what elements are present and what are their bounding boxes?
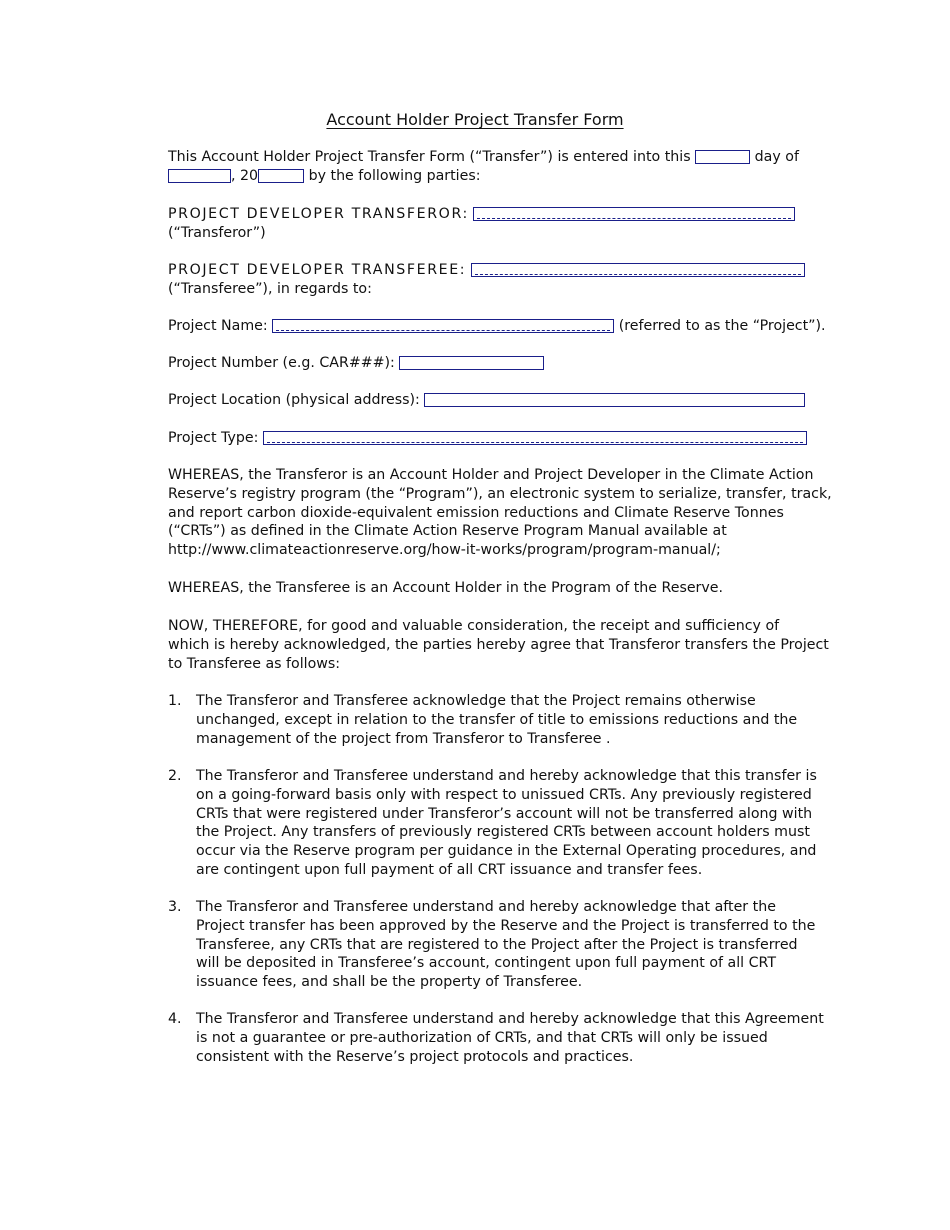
project-name-field[interactable] <box>272 319 614 333</box>
project-location-row <box>168 391 840 410</box>
project-location-field[interactable] <box>424 393 805 407</box>
list-item-line: Project transfer has been approved by the Reserve and the Project is transferred to the <box>196 917 816 934</box>
intro-text-1: This Account Holder Project Transfer Form (“Transfer”) is entered into this <box>168 149 691 165</box>
list-item-line: management of the project from Transferor to Transferee . <box>196 730 611 747</box>
list-item-line: will be deposited in Transferee’s account, contingent upon full payment of all CRT <box>196 955 777 972</box>
list-item-line: The Transferor and Transferee understand and hereby acknowledge that after the <box>196 899 776 915</box>
transferee-label: PROJECT DEVELOPER TRANSFEREE: <box>168 262 467 278</box>
form-title: Account Holder Project Transfer Form <box>326 110 624 129</box>
project-name-label: Project Name: <box>168 318 268 334</box>
whereas1-line: and report carbon dioxide-equivalent emission reductions and Climate Reserve Tonnes <box>168 504 784 521</box>
list-item-line: consistent with the Reserve’s project protocols and practices. <box>196 1048 634 1065</box>
project-type-label: Project Type: <box>168 430 259 446</box>
project-number-label: Project Number (e.g. CAR###): <box>168 355 395 371</box>
intro-text-3: , 20 <box>231 167 259 184</box>
project-type-row <box>168 429 840 448</box>
list-item-line: are contingent upon full payment of all CRT issuance and transfer fees. <box>196 861 703 878</box>
project-location-label: Project Location (physical address): <box>168 392 420 408</box>
list-number: 3. <box>168 899 182 915</box>
transferor-label: PROJECT DEVELOPER TRANSFEROR: <box>168 206 469 222</box>
whereas-paragraph-1 <box>168 466 840 560</box>
whereas1-line: http://www.climateactionreserve.org/how-it-works/program/program-manual/; <box>168 542 721 559</box>
transferor-note: (“Transferor”) <box>168 224 266 241</box>
list-item-line: unchanged, except in relation to the transfer of title to emissions reductions and the <box>196 711 798 728</box>
whereas2-line: WHEREAS, the Transferee is an Account Holder in the Program of the Reserve. <box>168 580 724 596</box>
project-name-row <box>168 317 840 336</box>
transferee-note: (“Transferee”), in regards to: <box>168 280 372 297</box>
transferee-section <box>168 261 840 299</box>
intro-text-2: day of <box>754 149 799 165</box>
project-name-suffix: (referred to as the “Project”). <box>618 318 826 334</box>
transferee-field[interactable] <box>471 263 805 277</box>
list-item-line: the Project. Any transfers of previously registered CRTs between account holders must <box>196 824 810 841</box>
project-number-row <box>168 354 840 373</box>
list-item-line: The Transferor and Transferee acknowledge that the Project remains otherwise <box>196 693 756 709</box>
project-number-field[interactable] <box>399 356 544 370</box>
now-therefore-line: which is hereby acknowledged, the parties hereby agree that Transferor transfers the Project <box>168 636 829 653</box>
transferor-section <box>168 205 840 243</box>
list-item-line: Transferee, any CRTs that are registered to the Project after the Project is transferred <box>196 936 798 953</box>
intro-paragraph <box>168 148 840 186</box>
whereas1-line: WHEREAS, the Transferor is an Account Holder and Project Developer in the Climate Action <box>168 467 814 483</box>
list-item-line: The Transferor and Transferee understand and hereby acknowledge that this Agreement <box>196 1011 824 1027</box>
list-number: 1. <box>168 693 182 709</box>
whereas-paragraph-2 <box>168 579 840 598</box>
list-item-line: occur via the Reserve program per guidance in the External Operating procedures, and <box>196 843 817 860</box>
list-item-line: issuance fees, and shall be the property of Transferee. <box>196 974 583 991</box>
now-therefore-paragraph <box>168 617 840 673</box>
list-item-line: CRTs that were registered under Transferor’s account will not be transferred along with <box>196 805 813 822</box>
whereas1-line: (“CRTs”) as defined in the Climate Action Reserve Program Manual available at <box>168 523 727 540</box>
whereas1-line: Reserve’s registry program (the “Program”), an electronic system to serialize, transfer, track, <box>168 485 832 502</box>
list-number: 2. <box>168 768 182 784</box>
intro-text-4: by the following parties: <box>308 167 481 184</box>
day-field[interactable] <box>695 150 750 164</box>
now-therefore-line: to Transferee as follows: <box>168 655 341 672</box>
list-number: 4. <box>168 1011 182 1027</box>
list-item-line: on a going-forward basis only with respect to unissued CRTs. Any previously registered <box>196 786 812 803</box>
year-field[interactable] <box>258 169 304 183</box>
project-type-field[interactable] <box>263 431 807 445</box>
list-item-line: is not a guarantee or pre-authorization of CRTs, and that CRTs will only be issued <box>196 1029 768 1046</box>
list-item-line: The Transferor and Transferee understand and hereby acknowledge that this transfer is <box>196 768 817 784</box>
now-therefore-line: NOW, THEREFORE, for good and valuable consideration, the receipt and sufficiency of <box>168 618 780 634</box>
month-field[interactable] <box>168 169 231 183</box>
transferor-field[interactable] <box>473 207 795 221</box>
